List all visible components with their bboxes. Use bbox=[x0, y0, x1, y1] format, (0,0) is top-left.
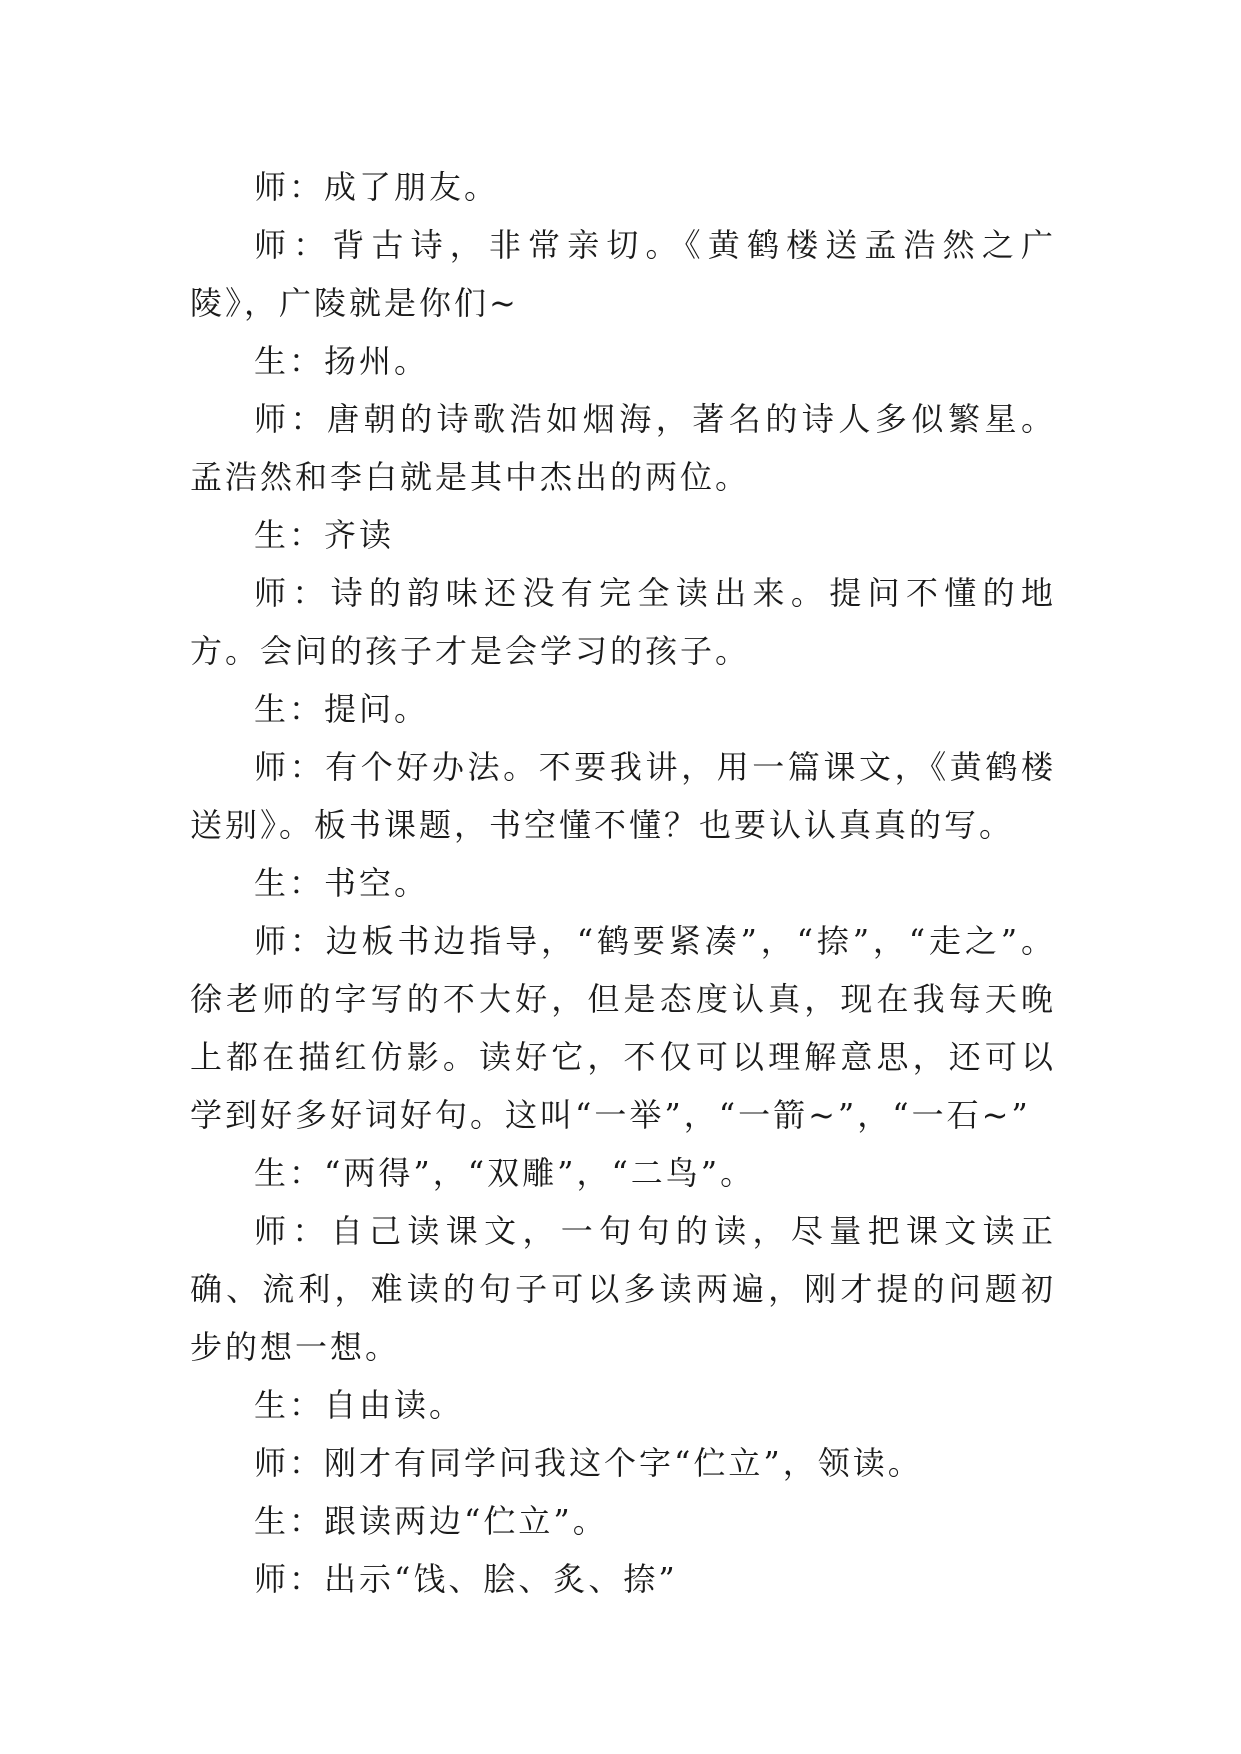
paragraph: 师：出示“饯、脍、炙、捺” bbox=[254, 1560, 678, 1598]
paragraph: 生：自由读。 bbox=[254, 1386, 465, 1424]
paragraph: 师：成了朋友。 bbox=[254, 168, 500, 206]
paragraph: 生：扬州。 bbox=[254, 342, 430, 380]
paragraph: 师：边板书边指导，“鹤要紧凑”，“捺”，“走之”。徐老师的字写的不大好，但是态度认真，现在我每天晚上都在描红仿影。读好它，不仅可以理解意思，还可以学到好多好词好句。这叫“一举”，“一箭~”，“一石~” bbox=[190, 922, 1056, 1134]
paragraph: 生：提问。 bbox=[254, 690, 430, 728]
document-page bbox=[190, 158, 1056, 1608]
paragraph: 生：跟读两边“伫立”。 bbox=[254, 1502, 608, 1540]
paragraph: 师：有个好办法。不要我讲，用一篇课文，《黄鹤楼送别》。板书课题，书空懂不懂？也要认认真真的写。 bbox=[190, 748, 1056, 844]
paragraph: 生：齐读 bbox=[254, 516, 395, 554]
paragraph: 师：背古诗，非常亲切。《黄鹤楼送孟浩然之广陵》，广陵就是你们~ bbox=[190, 226, 1056, 322]
paragraph: 师：刚才有同学问我这个字“伫立”，领读。 bbox=[254, 1444, 923, 1482]
paragraph: 师：自己读课文，一句句的读，尽量把课文读正确、流利，难读的句子可以多读两遍，刚才提的问题初步的想一想。 bbox=[190, 1212, 1056, 1366]
paragraph: 师：诗的韵味还没有完全读出来。提问不懂的地方。会问的孩子才是会学习的孩子。 bbox=[190, 574, 1056, 670]
paragraph: 生：书空。 bbox=[254, 864, 430, 902]
paragraph: 师：唐朝的诗歌浩如烟海，著名的诗人多似繁星。孟浩然和李白就是其中杰出的两位。 bbox=[190, 400, 1056, 496]
paragraph: 生：“两得”，“双雕”，“二鸟”。 bbox=[254, 1154, 756, 1192]
